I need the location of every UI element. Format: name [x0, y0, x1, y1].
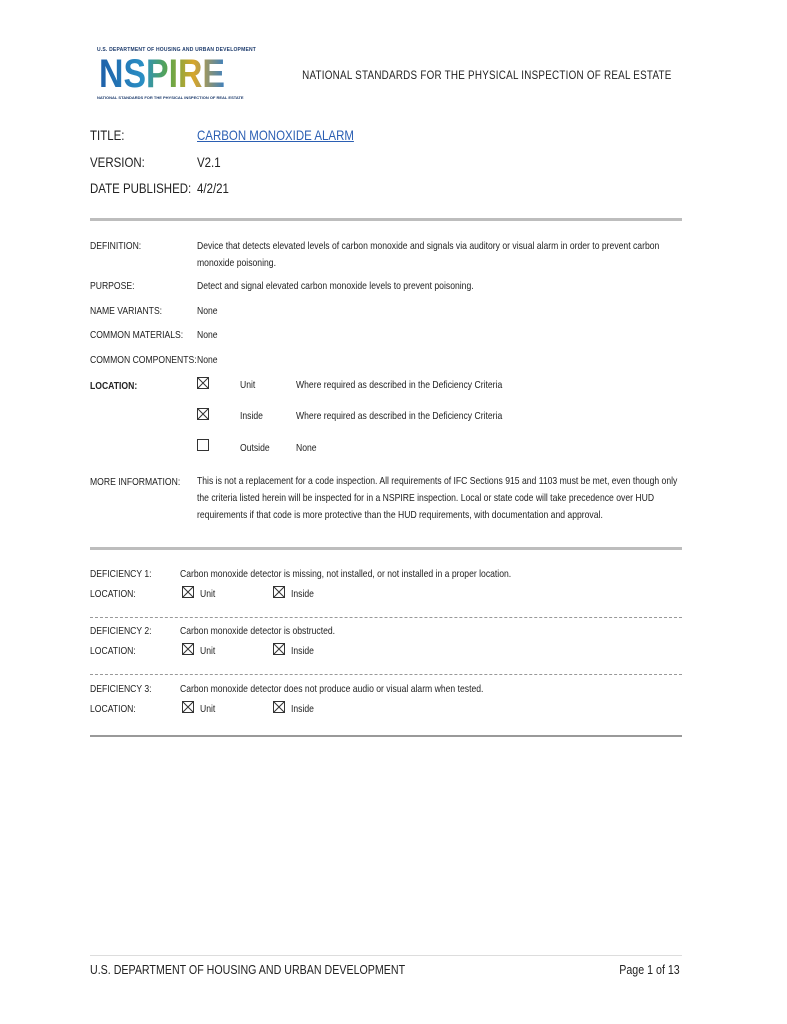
- location-outside-note: None: [296, 442, 317, 454]
- deficiency-divider: [90, 617, 682, 618]
- deficiency-3-text: Carbon monoxide detector does not produce audio or visual alarm when tested.: [180, 683, 484, 695]
- location-inside-label: Inside: [240, 410, 263, 422]
- more-information-value: This is not a replacement for a code inspection. All requirements of IFC Sections 915 and 1103 must be met, even though only the criteria listed herein will be inspected for in a NSPIRE inspection. Local or state code will take precedence over HUD requirements if that code is more protective than the HUD requirements, with documentation and approval.: [197, 475, 678, 521]
- checked-x-icon: [183, 702, 193, 712]
- page-number: Page 1 of 13: [619, 962, 680, 977]
- deficiency-3-unit-checkbox[interactable]: [182, 701, 194, 713]
- deficiency-3-unit-label: Unit: [200, 703, 216, 715]
- deficiency-2-unit-label: Unit: [200, 645, 216, 657]
- checked-x-icon: [198, 409, 208, 419]
- purpose-value: Detect and signal elevated carbon monoxide levels to prevent poisoning.: [197, 280, 474, 292]
- title-link[interactable]: CARBON MONOXIDE ALARM: [197, 127, 354, 143]
- nspire-logo: [97, 47, 257, 103]
- location-outside-checkbox[interactable]: [197, 439, 209, 451]
- location-unit-checkbox[interactable]: [197, 377, 209, 389]
- title-label: TITLE:: [90, 127, 125, 143]
- deficiency-3-inside-label: Inside: [291, 703, 314, 715]
- section-divider: [90, 735, 682, 737]
- checked-x-icon: [183, 644, 193, 654]
- deficiency-2-location-label: LOCATION:: [90, 645, 136, 657]
- location-outside-label: Outside: [240, 442, 270, 454]
- date-published-value: 4/2/21: [197, 180, 229, 196]
- more-information-label: MORE INFORMATION:: [90, 476, 181, 488]
- deficiency-2-label: DEFICIENCY 2:: [90, 625, 152, 637]
- nspire-wordmark: [97, 52, 227, 96]
- location-unit-note: Where required as described in the Deficiency Criteria: [296, 379, 503, 391]
- checked-x-icon: [183, 587, 193, 597]
- footer-agency: U.S. DEPARTMENT OF HOUSING AND URBAN DEVELOPMENT: [90, 962, 406, 977]
- checked-x-icon: [274, 587, 284, 597]
- deficiency-1-inside-label: Inside: [291, 588, 314, 600]
- common-materials-label: COMMON MATERIALS:: [90, 329, 184, 341]
- logo-word: NSPIRE: [99, 52, 225, 96]
- section-divider: [90, 547, 682, 550]
- deficiency-3-label: DEFICIENCY 3:: [90, 683, 152, 695]
- logo-top-text: U.S. DEPARTMENT OF HOUSING AND URBAN DEVELOPMENT: [97, 47, 257, 53]
- deficiency-1-inside-checkbox[interactable]: [273, 586, 285, 598]
- version-label: VERSION:: [90, 154, 145, 170]
- location-inside-note: Where required as described in the Deficiency Criteria: [296, 410, 503, 422]
- location-label: LOCATION:: [90, 380, 138, 392]
- location-inside-checkbox[interactable]: [197, 408, 209, 420]
- checked-x-icon: [274, 702, 284, 712]
- deficiency-1-unit-label: Unit: [200, 588, 216, 600]
- checked-x-icon: [198, 378, 208, 388]
- common-materials-value: None: [197, 329, 218, 341]
- purpose-label: PURPOSE:: [90, 280, 135, 292]
- deficiency-2-inside-label: Inside: [291, 645, 314, 657]
- name-variants-label: NAME VARIANTS:: [90, 305, 163, 317]
- deficiency-2-unit-checkbox[interactable]: [182, 643, 194, 655]
- location-unit-label: Unit: [240, 379, 256, 391]
- version-value: V2.1: [197, 154, 221, 170]
- name-variants-value: None: [197, 305, 218, 317]
- deficiency-divider: [90, 674, 682, 675]
- footer-divider: [90, 955, 682, 956]
- deficiency-3-location-label: LOCATION:: [90, 703, 136, 715]
- definition-value: Device that detects elevated levels of carbon monoxide and signals via auditory or visual alarm in order to prevent carbon monoxide poisoning.: [197, 240, 660, 269]
- deficiency-2-text: Carbon monoxide detector is obstructed.: [180, 625, 336, 637]
- date-published-label: DATE PUBLISHED:: [90, 180, 192, 196]
- deficiency-1-text: Carbon monoxide detector is missing, not installed, or not installed in a proper location.: [180, 568, 512, 580]
- definition-label: DEFINITION:: [90, 240, 142, 252]
- deficiency-1-unit-checkbox[interactable]: [182, 586, 194, 598]
- common-components-label: COMMON COMPONENTS:: [90, 354, 197, 366]
- deficiency-3-inside-checkbox[interactable]: [273, 701, 285, 713]
- deficiency-1-location-label: LOCATION:: [90, 588, 136, 600]
- deficiency-2-inside-checkbox[interactable]: [273, 643, 285, 655]
- logo-bottom-text: NATIONAL STANDARDS FOR THE PHYSICAL INSPECTION OF REAL ESTATE: [97, 95, 244, 100]
- checked-x-icon: [274, 644, 284, 654]
- section-divider: [90, 218, 682, 221]
- common-components-value: None: [197, 354, 218, 366]
- deficiency-1-label: DEFICIENCY 1:: [90, 568, 152, 580]
- header-title: NATIONAL STANDARDS FOR THE PHYSICAL INSPECTION OF REAL ESTATE: [302, 68, 672, 82]
